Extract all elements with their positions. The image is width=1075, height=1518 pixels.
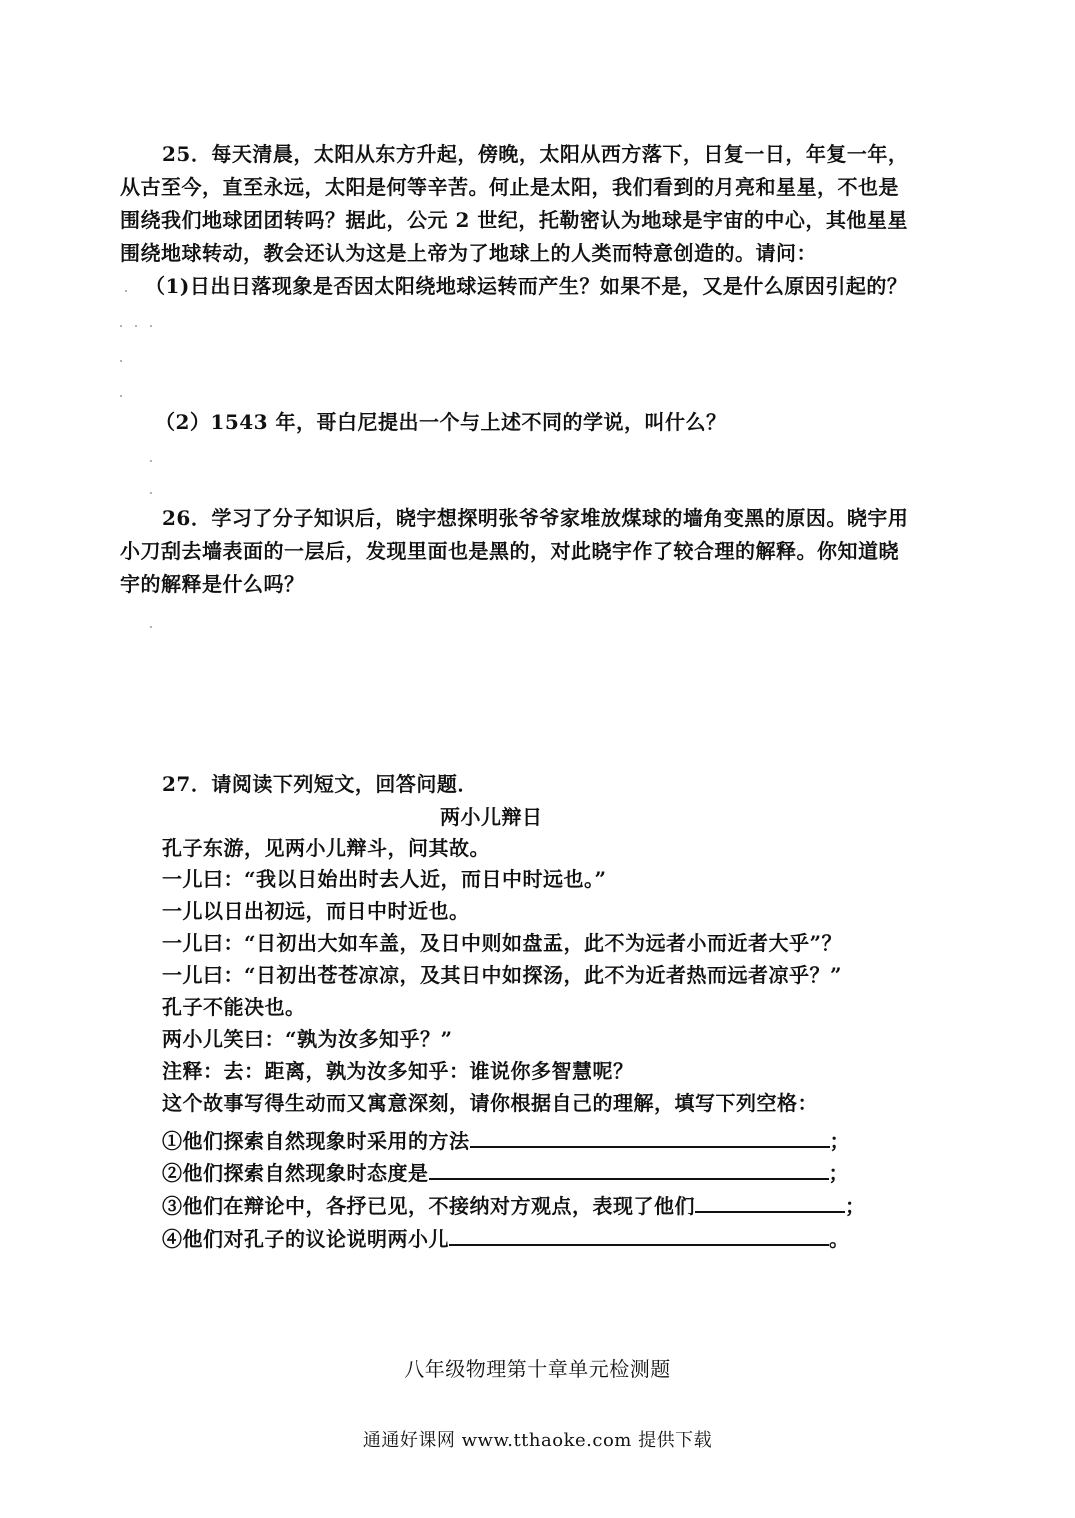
scan-dot <box>150 492 152 494</box>
answer-blank[interactable] <box>449 1222 829 1246</box>
q25-line-2: 从古至今，直至永远，太阳是何等辛苦。何止是太阳，我们看到的月亮和星星，不也是 <box>120 175 899 199</box>
q27-fill-item-3 <box>162 1189 866 1220</box>
q27-passage-line: 一儿曰：“我以日始出时去人近，而日中时远也。” <box>162 867 607 891</box>
q27-passage-line: 一儿曰：“日初出苍苍凉凉，及其日中如探汤，此不为近者热而远者凉乎？” <box>162 963 843 987</box>
fill-prompt: ④他们对孔子的议论说明两小儿 <box>162 1227 449 1251</box>
scan-dot <box>150 460 152 462</box>
answer-blank[interactable] <box>429 1156 829 1180</box>
footer-source: 通通好课网 www.tthaoke.com 提供下载 <box>362 1430 713 1451</box>
q27-passage-line: 孔子不能决也。 <box>162 995 306 1019</box>
q27-fill-item-1 <box>162 1124 850 1155</box>
q25-line-4: 围绕地球转动，教会还认为这是上帝为了地球上的人类而特意创造的。请问： <box>120 241 817 265</box>
scan-dot <box>150 626 152 628</box>
q25-line-3: 围绕我们地球团团转吗？据此，公元 2 世纪，托勒密认为地球是宇宙的中心，其他星星 <box>120 208 908 232</box>
q27-instruction: 这个故事写得生动而又寓意深刻，请你根据自己的理解，填写下列空格： <box>162 1091 818 1115</box>
fill-prompt: ②他们探索自然现象时态度是 <box>162 1161 429 1185</box>
q27-fill-item-2 <box>162 1156 849 1187</box>
answer-blank[interactable] <box>470 1124 830 1148</box>
q27-passage-line: 一儿曰：“日初出大如车盖，及日中则如盘盂，此不为远者小而近者大乎”？ <box>162 931 843 955</box>
fill-end-mark: ； <box>828 1161 849 1185</box>
scan-dot <box>135 325 137 327</box>
scan-dot <box>120 360 122 362</box>
fill-prompt: ①他们探索自然现象时采用的方法 <box>162 1129 470 1153</box>
scan-dot <box>125 290 127 292</box>
fill-end-mark: ； <box>829 1129 850 1153</box>
scan-dot <box>120 395 122 397</box>
q27-passage-line: 孔子东游，见两小儿辩斗，问其故。 <box>162 836 490 860</box>
q26-line-1: 26．学习了分子知识后，晓宇想探明张爷爷家堆放煤球的墙角变黑的原因。晓宇用 <box>162 506 909 530</box>
q25-sub-question-1: （1)日出日落现象是否因太阳绕地球运转而产生？如果不是，又是什么原因引起的？ <box>145 274 908 298</box>
answer-blank[interactable] <box>695 1189 845 1213</box>
scan-dot <box>150 325 152 327</box>
q25-line-1: 25．每天清晨，太阳从东方升起，傍晚，太阳从西方落下，日复一日，年复一年， <box>162 142 909 166</box>
footer-title: 八年级物理第十章单元检测题 <box>404 1357 671 1381</box>
q27-intro: 27．请阅读下列短文，回答问题． <box>162 772 478 796</box>
q27-passage-line: 一儿以日出初远，而日中时近也。 <box>162 899 470 923</box>
q27-fill-item-4 <box>162 1222 850 1253</box>
fill-end-mark: 。 <box>829 1227 850 1251</box>
q25-sub-question-2: （2）1543 年，哥白尼提出一个与上述不同的学说，叫什么？ <box>155 410 727 434</box>
q27-passage-title: 两小儿辩日 <box>440 805 543 829</box>
q27-annotation: 注释：去：距离，孰为汝多知乎：谁说你多智慧呢？ <box>162 1059 634 1083</box>
fill-prompt: ③他们在辩论中，各抒已见，不接纳对方观点，表现了他们 <box>162 1194 695 1218</box>
scan-dot <box>120 325 122 327</box>
q27-passage-line: 两小儿笑曰：“孰为汝多知乎？” <box>162 1027 453 1051</box>
fill-end-mark: ； <box>845 1194 866 1218</box>
q26-line-2: 小刀刮去墙表面的一层后，发现里面也是黑的，对此晓宇作了较合理的解释。你知道晓 <box>120 539 899 563</box>
q26-line-3: 宇的解释是什么吗？ <box>120 572 305 596</box>
